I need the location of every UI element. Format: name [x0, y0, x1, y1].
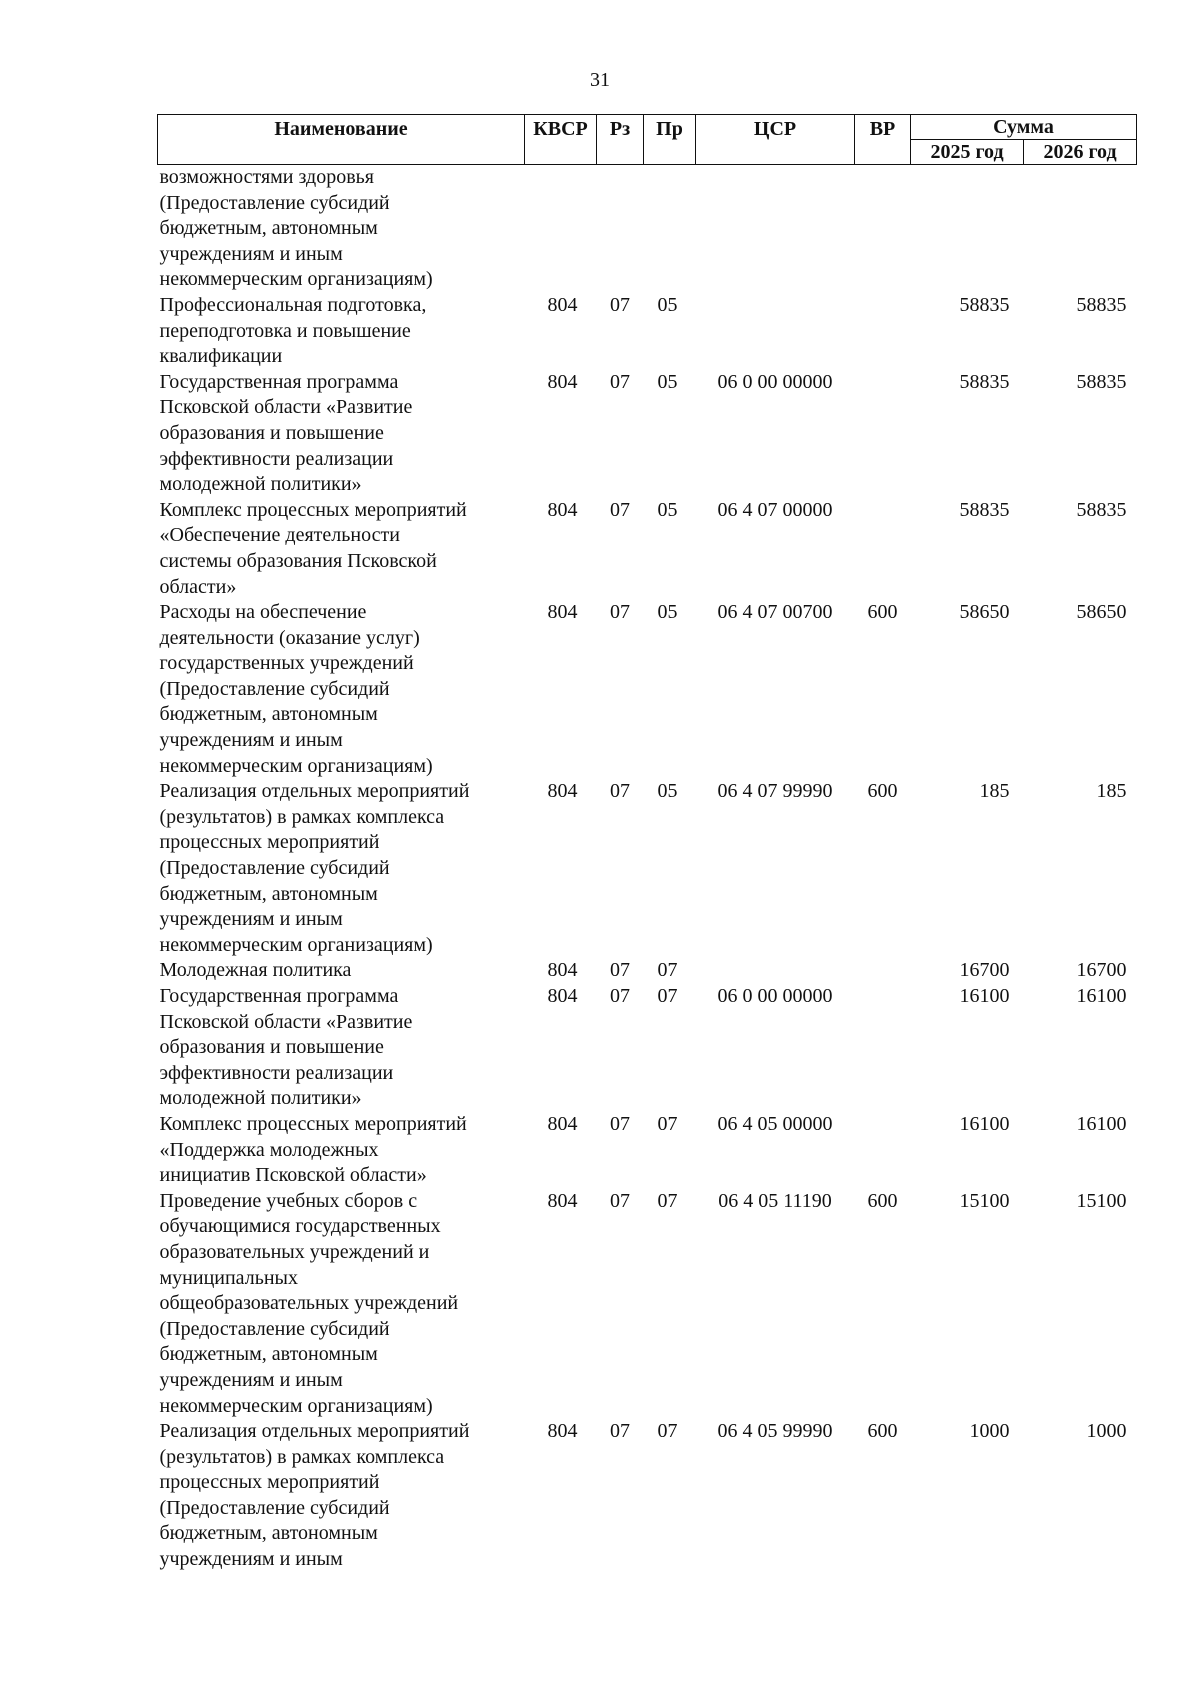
budget-table	[157, 114, 1137, 1573]
cell-sum-2025: 16100	[959, 985, 1010, 1007]
cell-pr: 05	[657, 370, 678, 393]
cell-vr	[855, 958, 911, 984]
cell-kvsr: 804	[547, 1189, 578, 1212]
cell-sum-2026: 1000	[1086, 1420, 1127, 1443]
table-body	[158, 165, 1137, 1573]
cell-sum-2025	[911, 165, 1024, 293]
cell-name: Профессиональная подготовка, переподготовка и повышение квалификации	[159, 293, 427, 368]
header-year-2025: 2025 год	[911, 140, 1024, 165]
cell-kvsr: 804	[547, 498, 578, 521]
cell-kvsr	[525, 165, 597, 293]
cell-name: Расходы на обеспечение деятельности (оказание услуг) государственных учреждений (Предоставление субсидий бюджетным, автономным учреждениям и иным некоммерческим организациям)	[159, 601, 433, 777]
cell-kvsr: 804	[547, 985, 578, 1007]
cell-vr	[855, 498, 911, 600]
cell-name: Государственная программа Псковской области «Развитие образования и повышение эффективности реализации молодежной политики»	[159, 370, 413, 496]
cell-vr: 600	[867, 601, 898, 624]
header-vr: ВР	[855, 115, 911, 165]
cell-sum-2025: 16700	[959, 959, 1010, 982]
table-row	[158, 293, 1137, 370]
cell-rz: 07	[610, 498, 630, 521]
cell-sum-2025: 58835	[959, 370, 1010, 393]
cell-sum-2025: 15100	[959, 1189, 1010, 1212]
cell-rz: 07	[610, 959, 630, 982]
table-row	[158, 958, 1137, 984]
cell-pr: 05	[657, 293, 678, 316]
table-row	[158, 600, 1137, 779]
cell-sum-2026: 185	[1096, 780, 1127, 803]
cell-kvsr: 804	[547, 780, 578, 803]
cell-sum-2026: 16100	[1076, 985, 1127, 1007]
cell-vr: 600	[867, 780, 898, 803]
table-row	[158, 1419, 1137, 1573]
cell-sum-2026: 58650	[1076, 601, 1127, 624]
cell-sum-2026: 58835	[1076, 370, 1127, 393]
cell-vr	[855, 165, 911, 293]
cell-pr: 07	[657, 959, 678, 982]
cell-sum-2026: 16700	[1076, 959, 1127, 982]
header-pr: Пр	[644, 115, 696, 165]
cell-sum-2026: 16100	[1076, 1112, 1127, 1135]
cell-kvsr: 804	[547, 293, 578, 316]
table-row	[158, 1189, 1137, 1419]
cell-pr: 05	[657, 780, 678, 803]
table-row	[158, 165, 1137, 293]
table-row	[158, 498, 1137, 600]
cell-pr: 07	[657, 1189, 678, 1212]
cell-sum-2026: 58835	[1076, 293, 1127, 316]
cell-name: Комплекс процессных мероприятий «Обеспечение деятельности системы образования Псковской области»	[159, 498, 467, 598]
cell-rz: 07	[610, 1420, 630, 1443]
cell-sum-2026	[1024, 165, 1137, 293]
cell-sum-2025: 58650	[959, 601, 1010, 624]
table-row	[158, 779, 1137, 958]
cell-kvsr: 804	[547, 601, 578, 624]
cell-name: Реализация отдельных мероприятий (результатов) в рамках комплекса процессных мероприятий (Предоставление субсидий бюджетным, автономным учреждениям и иным	[159, 1420, 470, 1571]
cell-csr	[696, 293, 855, 370]
cell-rz: 07	[610, 293, 630, 316]
cell-kvsr: 804	[547, 1420, 578, 1443]
cell-csr	[696, 165, 855, 293]
cell-vr	[855, 370, 911, 498]
cell-vr	[855, 1112, 911, 1189]
cell-rz: 07	[610, 601, 630, 624]
cell-name: Молодежная политика	[159, 959, 352, 982]
cell-name: Проведение учебных сборов с обучающимися государственных образовательных учреждений и муниципальных общеобразовательных учреждений (Предоставление субсидий бюджетным, автономным учреждениям и иным некоммерческим организациям)	[159, 1189, 459, 1417]
cell-vr: 600	[867, 1189, 898, 1212]
cell-pr: 07	[657, 1420, 678, 1443]
cell-name: Комплекс процессных мероприятий «Поддержка молодежных инициатив Псковской области»	[159, 1112, 467, 1187]
cell-sum-2025: 185	[979, 780, 1010, 803]
header-kvsr: КВСР	[525, 115, 597, 165]
header-year-2026: 2026 год	[1024, 140, 1137, 165]
cell-csr: 06 4 07 00700	[717, 601, 833, 624]
cell-sum-2026: 15100	[1076, 1189, 1127, 1212]
header-rz: Рз	[597, 115, 644, 165]
cell-rz: 07	[610, 1112, 630, 1135]
table-row	[158, 984, 1137, 1112]
cell-kvsr: 804	[547, 370, 578, 393]
page-number: 31	[590, 69, 610, 91]
cell-kvsr: 804	[547, 1112, 578, 1135]
cell-name: Реализация отдельных мероприятий (результатов) в рамках комплекса процессных мероприятий (Предоставление субсидий бюджетным, автономным учреждениям и иным некоммерческим организациям)	[159, 780, 470, 956]
table-row	[158, 370, 1137, 498]
cell-sum-2025: 16100	[959, 1112, 1010, 1135]
cell-csr: 06 0 00 00000	[717, 985, 833, 1007]
cell-pr: 07	[657, 985, 678, 1007]
cell-rz	[597, 165, 644, 293]
cell-csr: 06 4 05 99990	[717, 1420, 833, 1443]
cell-name: Государственная программа Псковской области «Развитие образования и повышение эффективности реализации молодежной политики»	[159, 985, 413, 1110]
cell-vr: 600	[867, 1420, 898, 1443]
cell-vr	[855, 984, 911, 1112]
cell-csr: 06 4 07 00000	[717, 498, 833, 521]
cell-rz: 07	[610, 780, 630, 803]
cell-csr: 06 4 07 99990	[717, 780, 833, 803]
header-name: Наименование	[158, 115, 525, 165]
cell-vr	[855, 293, 911, 370]
cell-sum-2025: 58835	[959, 498, 1010, 521]
cell-pr: 05	[657, 601, 678, 624]
header-csr: ЦСР	[696, 115, 855, 165]
cell-csr	[696, 958, 855, 984]
table-row	[158, 1112, 1137, 1189]
cell-kvsr: 804	[547, 959, 578, 982]
cell-sum-2026: 58835	[1076, 498, 1127, 521]
cell-csr: 06 4 05 11190	[718, 1189, 832, 1212]
cell-rz: 07	[610, 985, 630, 1007]
cell-sum-2025: 1000	[969, 1420, 1010, 1443]
header-sum: Сумма	[911, 115, 1137, 140]
cell-sum-2025: 58835	[959, 293, 1010, 316]
cell-csr: 06 4 05 00000	[717, 1112, 833, 1135]
table-header	[158, 115, 1137, 165]
cell-pr: 07	[657, 1112, 678, 1135]
cell-csr: 06 0 00 00000	[717, 370, 833, 393]
cell-name: возможностями здоровья (Предоставление субсидий бюджетным, автономным учреждениям и иным некоммерческим организациям)	[159, 166, 433, 291]
cell-pr	[644, 165, 696, 293]
cell-pr: 05	[657, 498, 678, 521]
cell-rz: 07	[610, 1189, 630, 1212]
cell-rz: 07	[610, 370, 630, 393]
